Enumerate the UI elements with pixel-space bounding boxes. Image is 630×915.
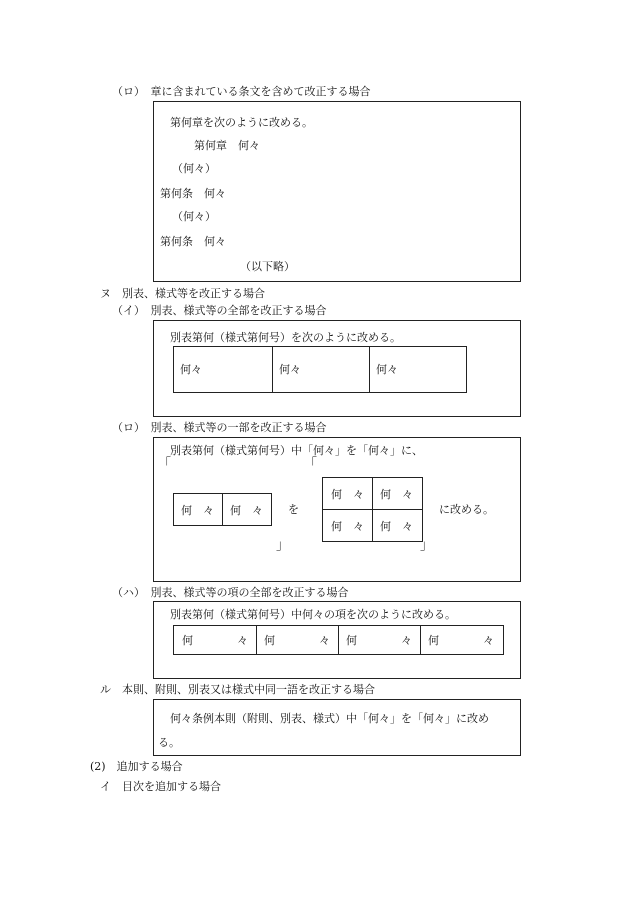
right-cell-text: 何 々 [331, 520, 364, 533]
right-cell [322, 477, 373, 510]
heading-add: (2) 追加する場合 [90, 760, 183, 773]
same-word-line-2: る。 [158, 736, 180, 749]
chapter-line-4: 第何条 何々 [160, 187, 226, 200]
heading-ro-part: （ロ） 別表、様式等の一部を改正する場合 [112, 421, 327, 434]
item-cell-text-a: 何 [264, 634, 275, 647]
table-all-intro: 別表第何（様式第何号）を次のように改める。 [170, 331, 401, 344]
table-all-cell [173, 346, 273, 393]
table-all-cell-text: 何々 [279, 363, 301, 376]
same-word-box [153, 699, 521, 756]
part-suffix: に改める。 [439, 503, 494, 516]
table-all-box [153, 320, 521, 417]
right-cell [372, 509, 423, 542]
item-cell [338, 625, 421, 655]
chapter-line-3: （何々） [172, 162, 216, 175]
left-cell-text: 何 々 [181, 504, 214, 517]
table-item-intro: 別表第何（様式第何号）中何々の項を次のように改める。 [170, 608, 456, 621]
right-cell [322, 509, 373, 542]
bracket-close-right: 」 [420, 538, 434, 553]
chapter-line-2: 第何章 何々 [194, 139, 260, 152]
bracket-open-right: 「 [304, 457, 318, 472]
heading-ro-chapter: （ロ） 章に含まれている条文を含めて改正する場合 [112, 85, 371, 98]
table-all-cell [369, 346, 467, 393]
chapter-line-6: 第何条 何々 [160, 235, 226, 248]
right-cell-text: 何 々 [331, 488, 364, 501]
left-cell [222, 493, 272, 526]
bracket-close-left: 」 [276, 538, 290, 553]
heading-i-all: （イ） 別表、様式等の全部を改正する場合 [112, 304, 327, 317]
item-cell-text-a: 何 [346, 634, 357, 647]
chapter-line-7: （以下略） [240, 260, 295, 273]
right-cell-text: 何 々 [380, 520, 413, 533]
right-cell [372, 477, 423, 510]
same-word-line-1: 何々条例本則（附則、別表、様式）中「何々」を「何々」に改め [170, 712, 489, 725]
left-cell-text: 何 々 [230, 504, 263, 517]
table-all-cell-text: 何々 [180, 363, 202, 376]
heading-ha-item: （ハ） 別表、様式等の項の全部を改正する場合 [112, 586, 349, 599]
wo-connector: を [288, 503, 299, 516]
chapter-line-1: 第何章を次のように改める。 [170, 116, 313, 129]
item-cell [256, 625, 339, 655]
item-cell-text-b: 々 [237, 634, 248, 647]
table-item-box [153, 601, 521, 679]
item-cell-text-a: 何 [428, 634, 439, 647]
chapter-example-box [153, 101, 521, 282]
table-all-cell [272, 346, 370, 393]
heading-nu: ヌ 別表、様式等を改正する場合 [100, 287, 265, 300]
heading-ru: ル 本則、附則、別表又は様式中同一語を改正する場合 [100, 683, 375, 696]
table-all-cell-text: 何々 [376, 363, 398, 376]
table-part-box [153, 437, 521, 582]
chapter-line-5: （何々） [172, 210, 216, 223]
heading-add-toc: イ 目次を追加する場合 [100, 780, 221, 793]
table-part-intro: 別表第何（様式第何号）中「何々」を「何々」に、 [170, 444, 423, 457]
right-cell-text: 何 々 [380, 488, 413, 501]
item-cell-text-b: 々 [319, 634, 330, 647]
item-cell-text-a: 何 [182, 634, 193, 647]
item-cell-text-b: 々 [401, 634, 412, 647]
item-cell-text-b: 々 [483, 634, 494, 647]
item-cell [173, 625, 257, 655]
item-cell [420, 625, 504, 655]
bracket-open-left: 「 [158, 457, 172, 472]
left-cell [173, 493, 223, 526]
